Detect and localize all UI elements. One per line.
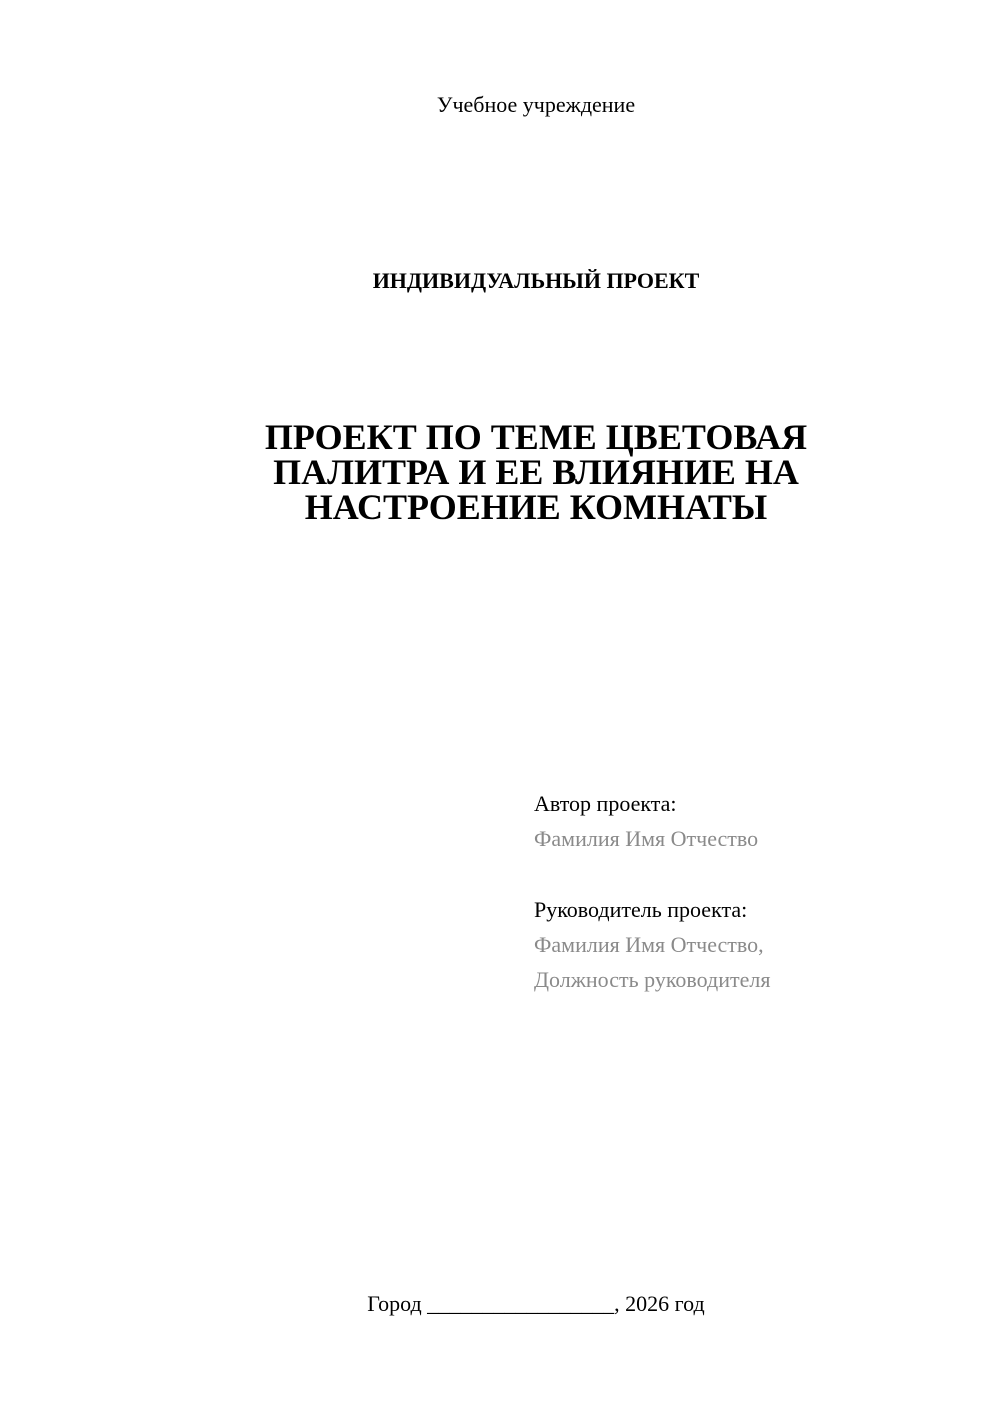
institution-name: Учебное учреждение: [436, 92, 636, 117]
city-year-line: Город _________________, 2026 год: [367, 1291, 705, 1316]
project-title-line: ПАЛИТРА И ЕЕ ВЛИЯНИЕ НА: [273, 452, 799, 492]
supervisor-position: Должность руководителя: [534, 967, 771, 992]
project-title-line: НАСТРОЕНИЕ КОМНАТЫ: [304, 487, 768, 527]
author-name: Фамилия Имя Отчество: [534, 826, 759, 851]
supervisor-label: Руководитель проекта:: [534, 897, 748, 922]
project-title-line: ПРОЕКТ ПО ТЕМЕ ЦВЕТОВАЯ: [264, 417, 808, 457]
supervisor-block: [534, 892, 974, 997]
project-type-heading: ИНДИВИДУАЛЬНЫЙ ПРОЕКТ: [372, 268, 700, 293]
supervisor-name: Фамилия Имя Отчество,: [534, 932, 764, 957]
author-label: Автор проекта:: [534, 791, 677, 816]
project-title: [236, 417, 836, 527]
author-block: [534, 786, 974, 856]
